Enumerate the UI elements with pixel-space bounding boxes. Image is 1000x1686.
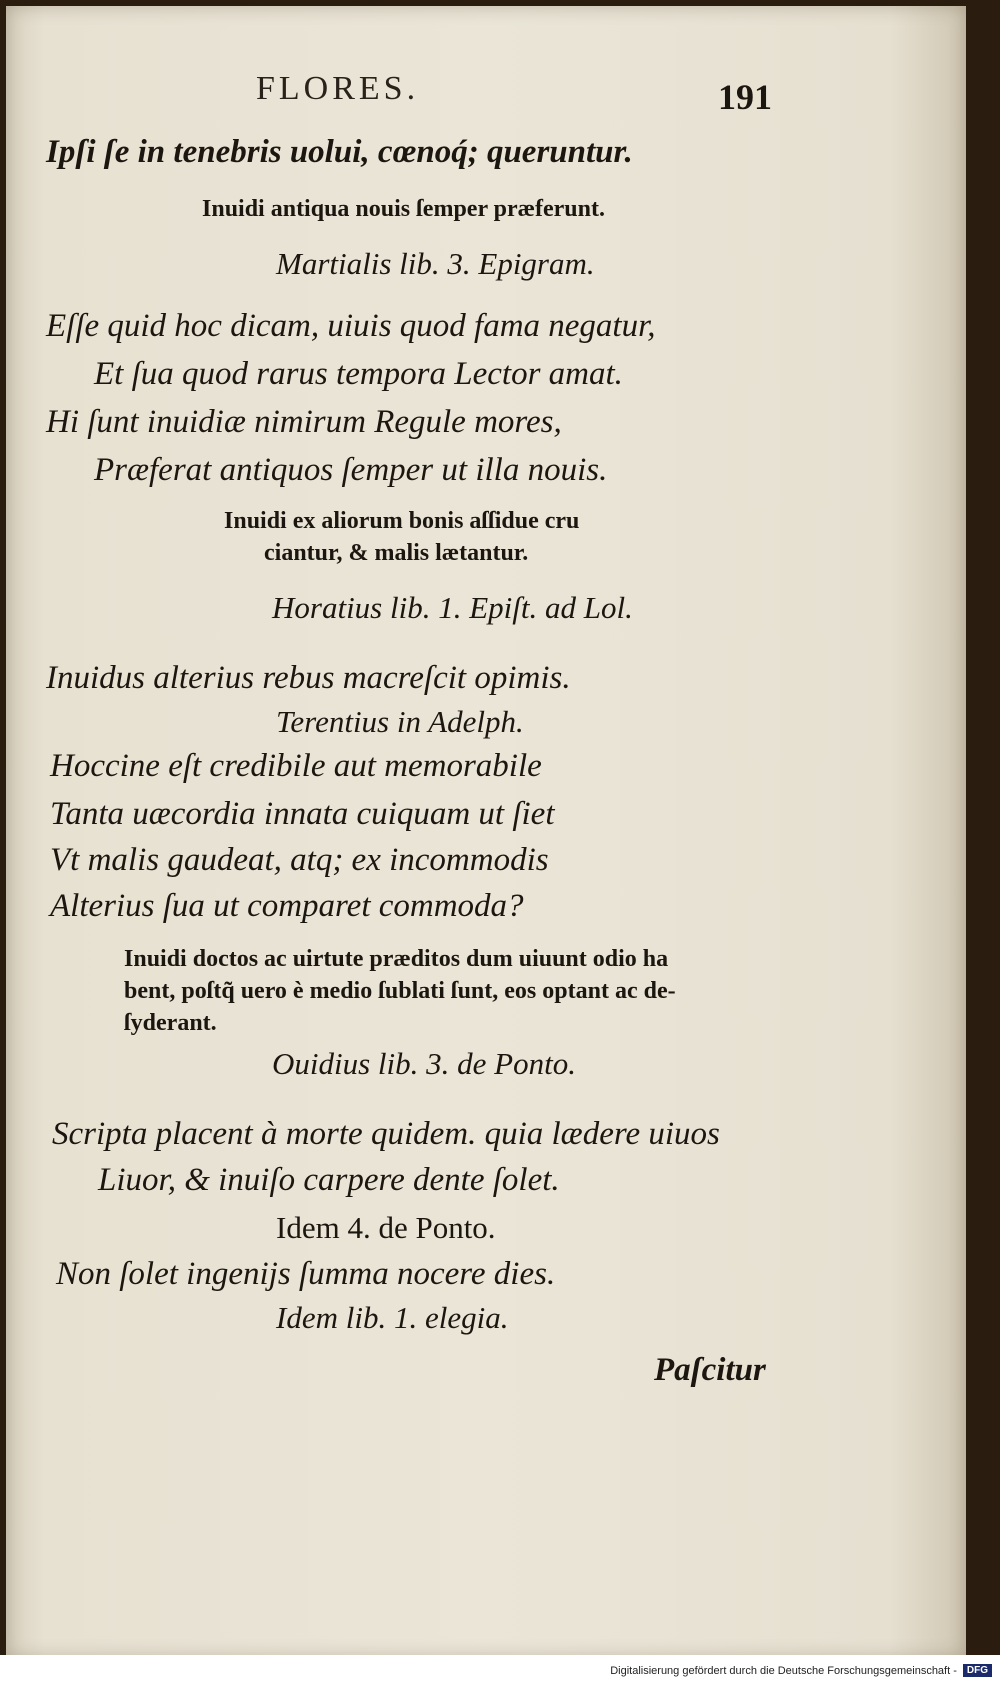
text-line: Inuidus alterius rebus macreſcit opimis. bbox=[46, 660, 571, 696]
attribution: Ouidius lib. 3. de Ponto. bbox=[272, 1046, 576, 1081]
verse-line: Hi ſunt inuidiæ nimirum Regule mores, bbox=[46, 404, 562, 440]
verse-line: Alterius ſua ut comparet commoda? bbox=[50, 888, 524, 924]
verse-line: Præferat antiquos ſemper ut illa nouis. bbox=[94, 452, 608, 488]
verse-line: Hoccine eſt credibile aut memorabile bbox=[50, 748, 542, 784]
dfg-logo-icon: DFG bbox=[963, 1664, 992, 1677]
verse-line: Scripta placent à morte quidem. quia lædere uiuos bbox=[52, 1116, 720, 1152]
section-heading: Inuidi doctos ac uirtute præditos dum uiuunt odio ha bbox=[124, 946, 669, 972]
attribution: Martialis lib. 3. Epigram. bbox=[276, 246, 595, 281]
attribution: Horatius lib. 1. Epiſt. ad Lol. bbox=[272, 590, 633, 625]
verse-line: Vt malis gaudeat, atq; ex incommodis bbox=[50, 842, 549, 878]
footer-credit: Digitalisierung gefördert durch die Deutsche Forschungsgemeinschaft - bbox=[610, 1664, 957, 1677]
section-heading: bent, poſtq̃ uero è medio ſublati ſunt, eos optant ac de- bbox=[124, 978, 676, 1004]
running-head: FLORES. bbox=[256, 70, 420, 107]
section-heading: Inuidi antiqua nouis ſemper præferunt. bbox=[202, 196, 605, 222]
section-heading: ſyderant. bbox=[124, 1010, 217, 1036]
footer-bar bbox=[0, 1655, 1000, 1686]
attribution: Idem lib. 1. elegia. bbox=[276, 1300, 509, 1335]
attribution: Terentius in Adelph. bbox=[276, 704, 524, 739]
verse-line: Et ſua quod rarus tempora Lector amat. bbox=[94, 356, 623, 392]
text-line: Non ſolet ingenijs ſumma nocere dies. bbox=[56, 1256, 556, 1292]
text-line: Ipſi ſe in tenebris uolui, cœnoq́; queruntur. bbox=[46, 134, 633, 170]
attribution: Idem 4. de Ponto. bbox=[276, 1210, 496, 1245]
book-page bbox=[6, 6, 966, 1658]
section-heading: ciantur, & malis lætantur. bbox=[264, 540, 529, 566]
section-heading: Inuidi ex aliorum bonis aſſidue cru bbox=[224, 508, 580, 534]
page-number: 191 bbox=[718, 77, 772, 117]
verse-line: Liuor, & inuiſo carpere dente ſolet. bbox=[98, 1162, 560, 1198]
verse-line: Eſſe quid hoc dicam, uiuis quod fama negatur, bbox=[46, 308, 656, 344]
catchword: Paſcitur bbox=[654, 1352, 766, 1388]
verse-line: Tanta uæcordia innata cuiquam ut ſiet bbox=[50, 796, 555, 832]
